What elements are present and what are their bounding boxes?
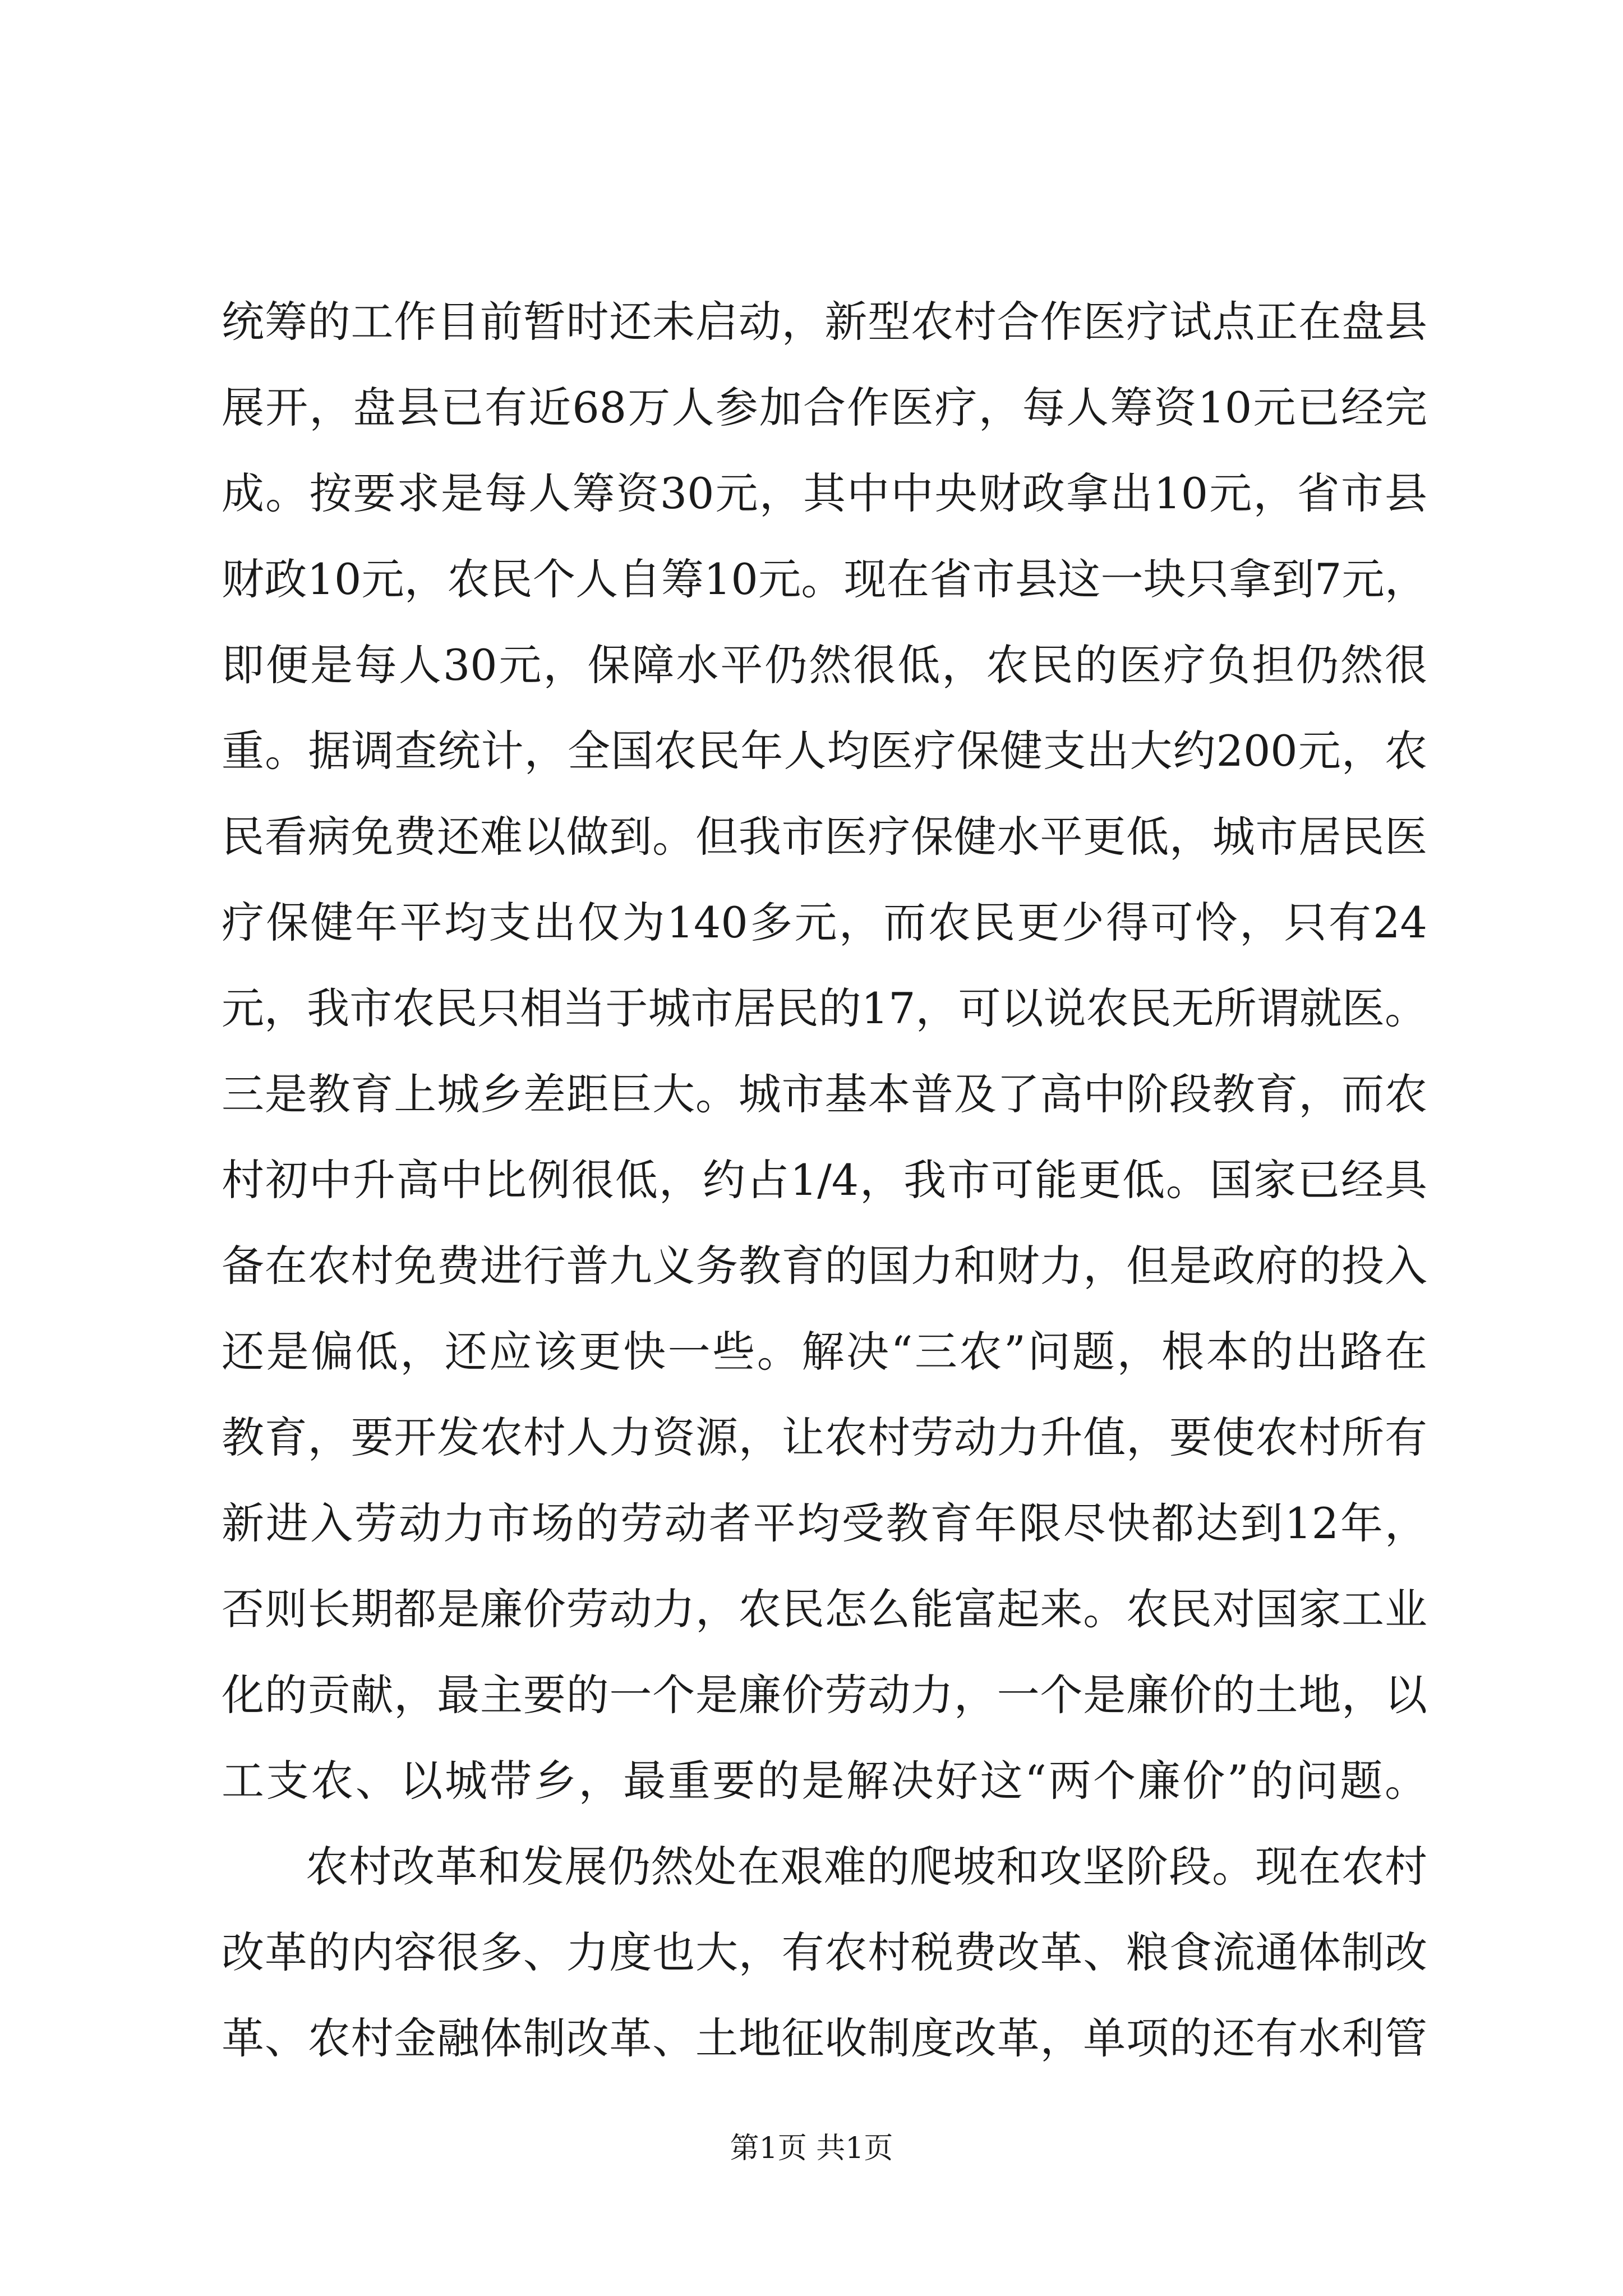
text-line: 新进入劳动力市场的劳动者平均受教育年限尽快都达到12年， xyxy=(222,1498,1427,1548)
paragraph-first-line: 农村改革和发展仍然处在艰难的爬坡和攻坚阶段。现在农村 xyxy=(306,1842,1427,1892)
text-line: 备在农村免费进行普九义务教育的国力和财力，但是政府的投入 xyxy=(222,1241,1427,1291)
text-line: 革、农村金融体制改革、土地征收制度改革，单项的还有水利管 xyxy=(222,2013,1427,2063)
text-line: 元，我市农民只相当于城市居民的17，可以说农民无所谓就医。 xyxy=(222,983,1427,1033)
page-footer xyxy=(0,2129,1623,2168)
text-line: 否则长期都是廉价劳动力，农民怎么能富起来。农民对国家工业 xyxy=(222,1584,1427,1634)
text-line: 村初中升高中比例很低，约占1/4，我市可能更低。国家已经具 xyxy=(222,1155,1427,1205)
text-line: 重。据调查统计，全国农民年人均医疗保健支出大约200元，农 xyxy=(222,726,1427,776)
text-line: 财政10元，农民个人自筹10元。现在省市县这一块只拿到7元， xyxy=(222,554,1427,604)
text-line: 教育，要开发农村人力资源，让农村劳动力升值，要使农村所有 xyxy=(222,1412,1427,1462)
text-line: 疗保健年平均支出仅为140多元，而农民更少得可怜，只有24 xyxy=(222,898,1427,947)
text-line: 还是偏低，还应该更快一些。解决“三农”问题，根本的出路在 xyxy=(222,1327,1427,1377)
text-line: 即便是每人30元，保障水平仍然很低，农民的医疗负担仍然很 xyxy=(222,640,1427,690)
text-line: 展开，盘县已有近68万人参加合作医疗，每人筹资10元已经完 xyxy=(222,383,1427,432)
text-line: 工支农、以城带乡，最重要的是解决好这“两个廉价”的问题。 xyxy=(222,1756,1427,1806)
text-line: 化的贡献，最主要的一个是廉价劳动力，一个是廉价的土地，以 xyxy=(222,1670,1427,1720)
body-text xyxy=(222,279,1427,2081)
text-line: 成。按要求是每人筹资30元，其中中央财政拿出10元，省市县 xyxy=(222,468,1427,518)
text-line: 改革的内容很多、力度也大，有农村税费改革、粮食流通体制改 xyxy=(222,1927,1427,1977)
text-line: 统筹的工作目前暂时还未启动，新型农村合作医疗试点正在盘县 xyxy=(222,297,1427,347)
text-line: 民看病免费还难以做到。但我市医疗保健水平更低，城市居民医 xyxy=(222,812,1427,862)
page-number: 第1页 共1页 xyxy=(730,2132,893,2165)
text-line: 三是教育上城乡差距巨大。城市基本普及了高中阶段教育，而农 xyxy=(222,1069,1427,1119)
